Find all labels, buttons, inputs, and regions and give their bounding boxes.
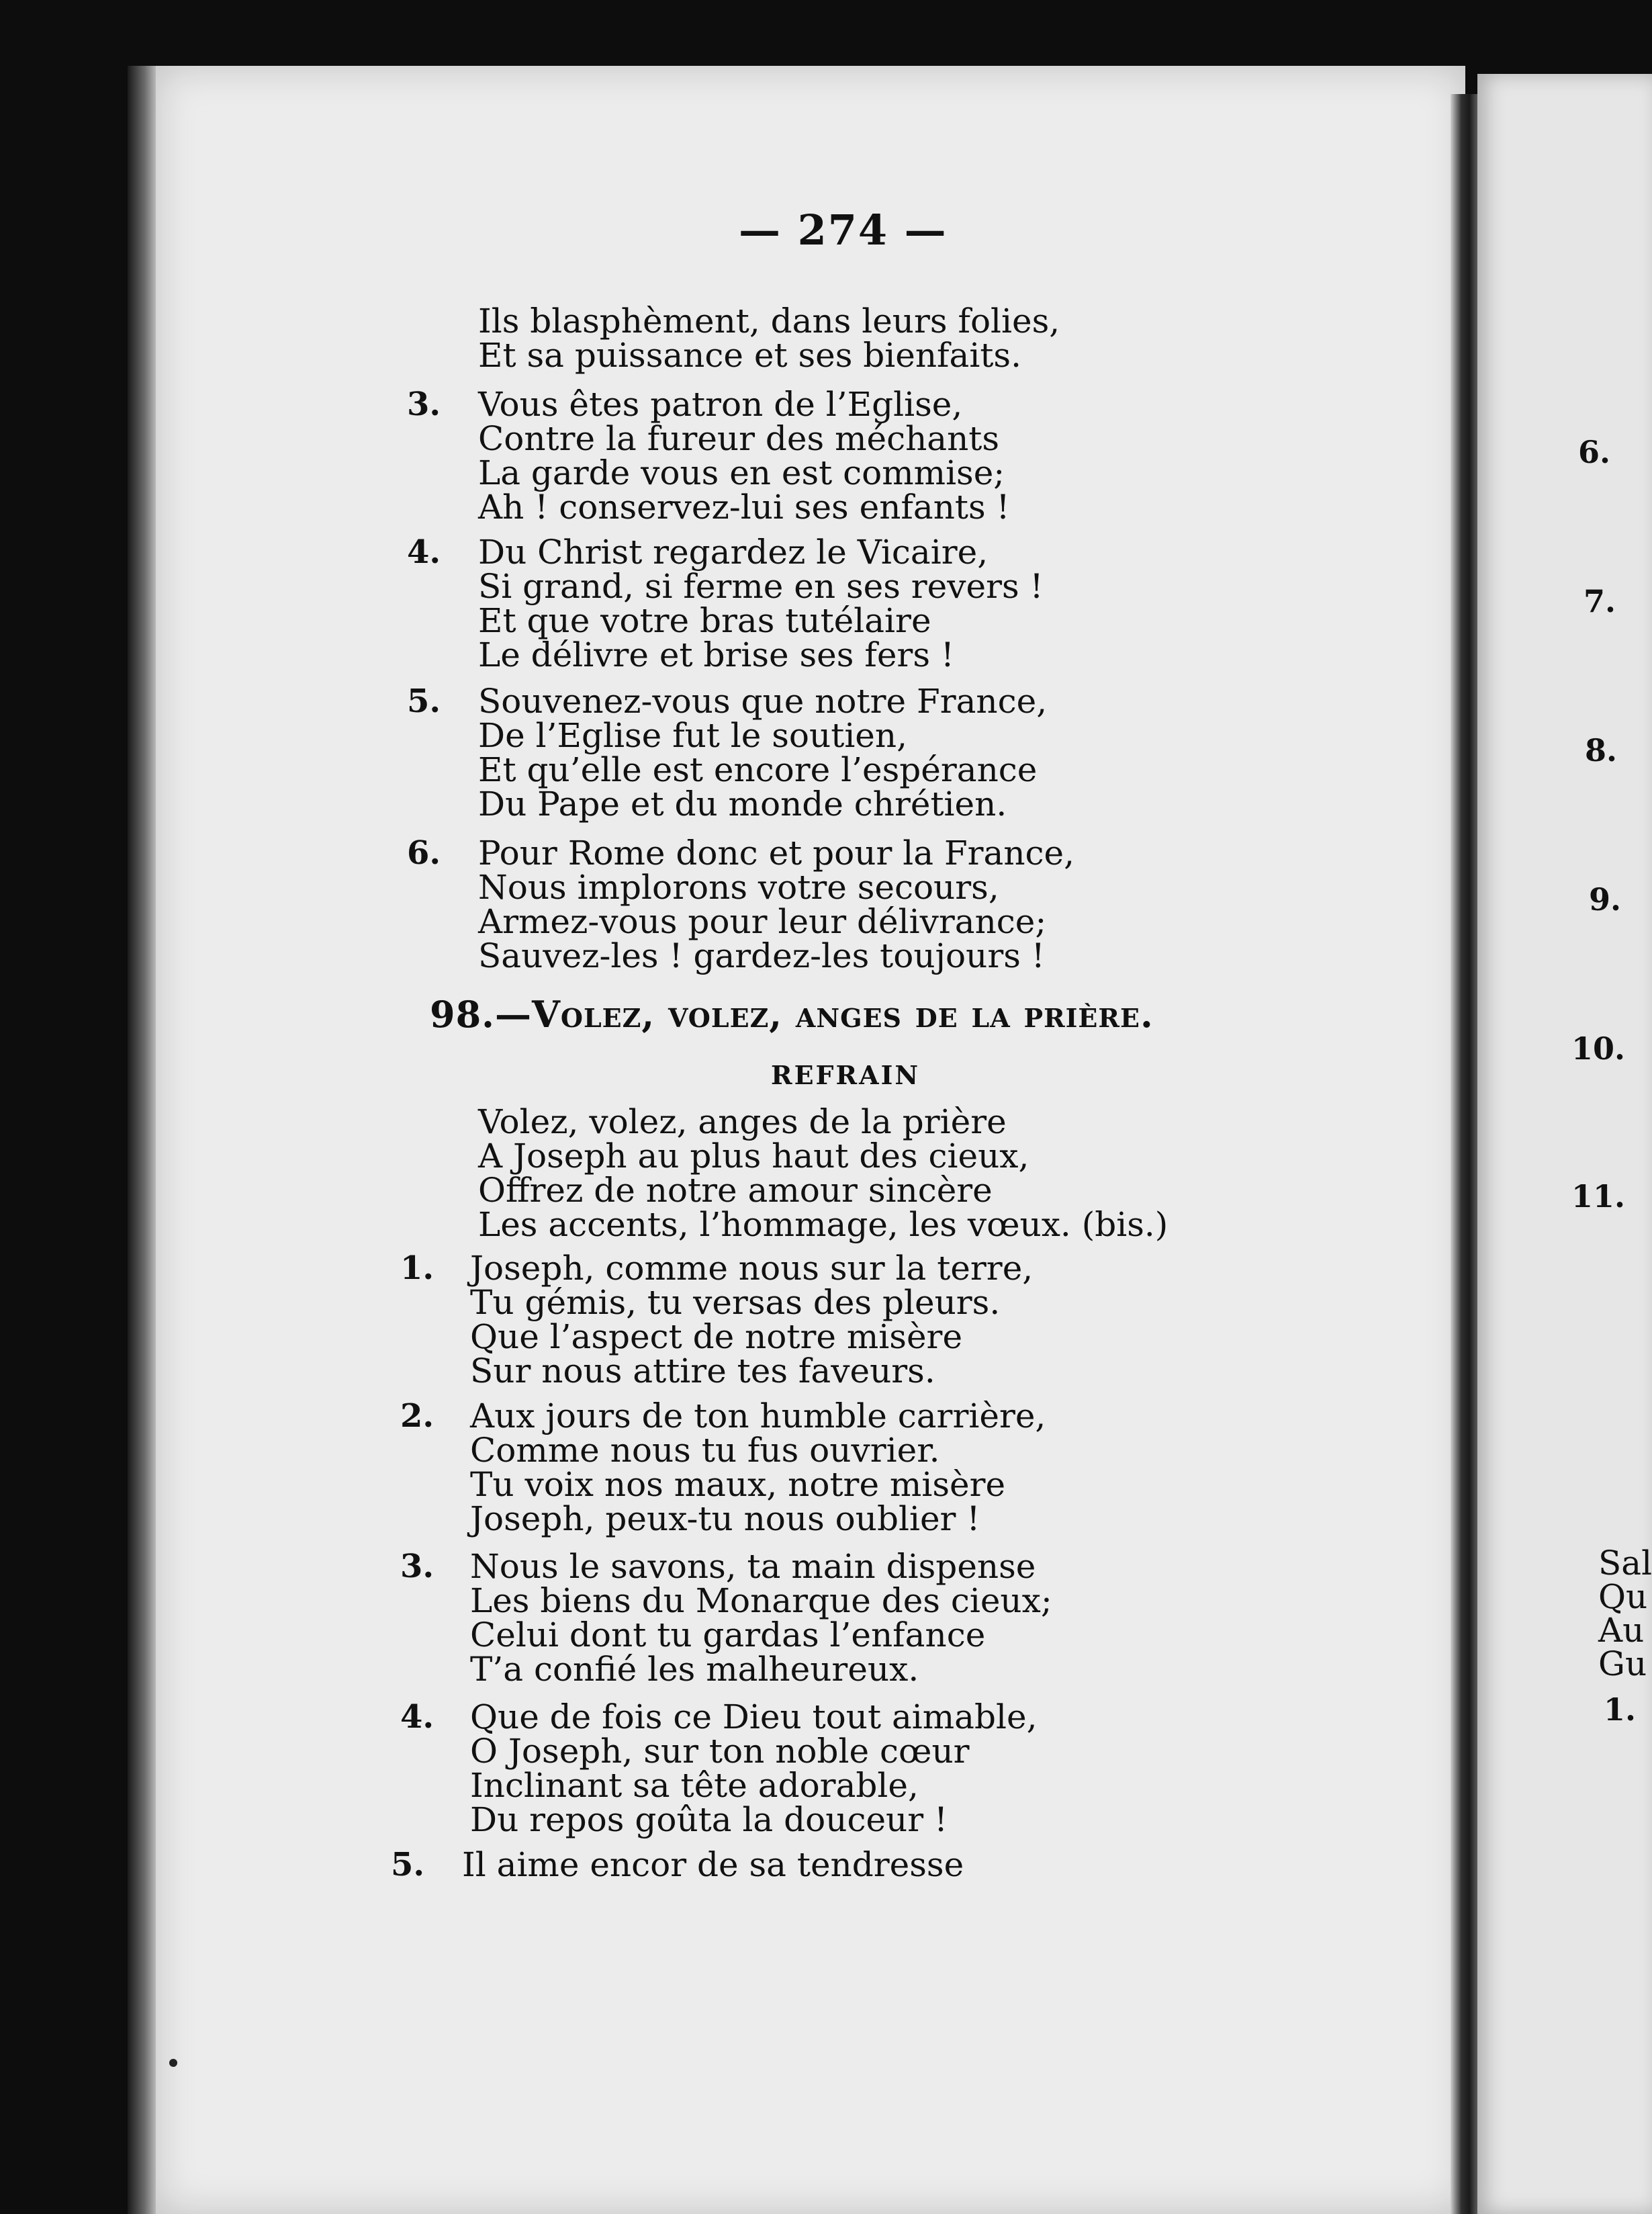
stanza-number: 2. (400, 1397, 434, 1435)
right-page-number: 9. (1589, 881, 1622, 918)
verse-line: Volez, volez, anges de la prière (478, 1102, 1007, 1141)
stanza-number: 5. (407, 682, 441, 720)
right-page-number: 1. (1604, 1691, 1637, 1728)
verse-line: Sauvez-les ! gardez-les toujours ! (478, 936, 1045, 975)
stanza-number: 4. (400, 1698, 434, 1736)
verse-line: Du Pape et du monde chrétien. (478, 785, 1007, 824)
right-page (1477, 74, 1652, 2214)
verse-line: Le délivre et brise ses fers ! (478, 635, 954, 674)
verse-line: Les biens du Monarque des cieux; (470, 1581, 1052, 1620)
right-page-fragment: Sal (1598, 1544, 1652, 1583)
verse-line: Ils blasphèment, dans leurs folies, (478, 302, 1060, 341)
verse-line: Les accents, l’hommage, les vœux. (bis.) (478, 1205, 1168, 1244)
verse-line: Armez-vous pour leur délivrance; (478, 902, 1047, 941)
refrain-label: REFRAIN (771, 1060, 921, 1090)
verse-line: Du Christ regardez le Vicaire, (478, 533, 989, 572)
hymn-title: 98.—Volez, volez, anges de la prière. (430, 993, 1154, 1036)
verse-line: Pour Rome donc et pour la France, (478, 834, 1075, 873)
verse-line: Si grand, si ferme en ses revers ! (478, 567, 1044, 606)
verse-line: Il aime encor de sa tendresse (462, 1845, 964, 1884)
verse-line: Nous le savons, ta main dispense (470, 1547, 1036, 1586)
right-page-number: 6. (1578, 434, 1611, 470)
verse-line: Que de fois ce Dieu tout aimable, (470, 1697, 1038, 1736)
verse-line: Nous implorons votre secours, (478, 868, 999, 907)
right-page-number: 8. (1585, 732, 1618, 768)
verse-line: A Joseph au plus haut des cieux, (478, 1137, 1029, 1176)
verse-line: Joseph, comme nous sur la terre, (470, 1249, 1034, 1288)
verse-line: Contre la fureur des méchants (478, 419, 1000, 458)
verse-line: Vous êtes patron de l’Eglise, (478, 385, 963, 424)
stanza-number: 4. (407, 533, 441, 571)
verse-line: De l’Eglise fut le soutien, (478, 716, 907, 755)
scan-speck (169, 2059, 177, 2067)
verse-line: Et sa puissance et ses bienfaits. (478, 336, 1021, 375)
verse-line: O Joseph, sur ton noble cœur (470, 1732, 970, 1771)
stanza-number: 3. (400, 1548, 434, 1585)
right-page-number: 11. (1571, 1178, 1626, 1214)
verse-line: Tu voix nos maux, notre misère (470, 1465, 1006, 1504)
verse-line: Souvenez-vous que notre France, (478, 682, 1048, 721)
verse-line: Et que votre bras tutélaire (478, 601, 931, 640)
verse-line: Aux jours de ton humble carrière, (470, 1397, 1046, 1435)
verse-line: Sur nous attire tes faveurs. (470, 1352, 935, 1390)
verse-line: Offrez de notre amour sincère (478, 1171, 993, 1210)
verse-line: Ah ! conservez-lui ses enfants ! (478, 488, 1010, 527)
right-page-fragment: Au (1598, 1611, 1645, 1650)
right-page-number: 10. (1571, 1030, 1626, 1067)
right-page-number: 7. (1584, 583, 1616, 619)
page-left-edge (128, 66, 156, 2214)
verse-line: T’a confié les malheureux. (470, 1650, 919, 1689)
verse-line: Du repos goûta la douceur ! (470, 1800, 948, 1839)
stanza-number: 3. (407, 386, 441, 423)
stanza-number: 6. (407, 834, 441, 872)
verse-line: Que l’aspect de notre misère (470, 1317, 963, 1356)
verse-line: Comme nous tu fus ouvrier. (470, 1431, 940, 1470)
page-number: — 274 — (739, 206, 948, 255)
stanza-number: 1. (400, 1249, 434, 1287)
stanza-number: 5. (391, 1846, 425, 1884)
right-page-fragment: Gu (1598, 1644, 1647, 1683)
verse-line: Inclinant sa tête adorable, (470, 1766, 919, 1805)
verse-line: Celui dont tu gardas l’enfance (470, 1615, 986, 1654)
book-gutter (1451, 94, 1477, 2214)
verse-line: Joseph, peux-tu nous oublier ! (470, 1499, 980, 1538)
verse-line: La garde vous en est commise; (478, 453, 1005, 492)
verse-line: Tu gémis, tu versas des pleurs. (470, 1283, 1001, 1322)
right-page-fragment: Qu (1598, 1577, 1648, 1616)
verse-line: Et qu’elle est encore l’espérance (478, 750, 1038, 789)
